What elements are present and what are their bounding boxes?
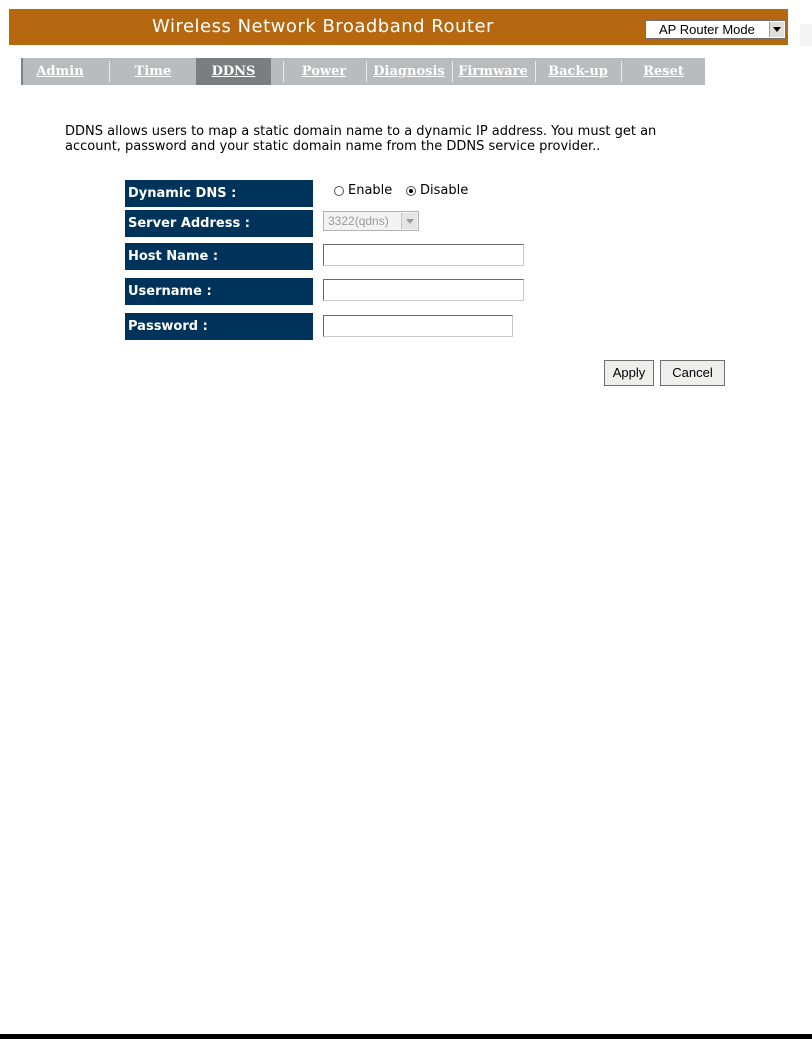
- tab-power[interactable]: Power: [301, 64, 347, 79]
- username-input[interactable]: [323, 279, 524, 301]
- tab-bar: [21, 58, 705, 85]
- description-line-1: DDNS allows users to map a static domain name to a dynamic IP address. You must get an: [65, 124, 657, 139]
- host-name-input[interactable]: [323, 244, 524, 266]
- tab-diagnosis[interactable]: Diagnosis: [373, 64, 445, 79]
- tab-time[interactable]: Time: [134, 64, 172, 79]
- dynamic-dns-label: Dynamic DNS :: [125, 180, 313, 207]
- header-bar: [9, 9, 788, 45]
- window-edge: [800, 24, 812, 46]
- mode-select-value: AP Router Mode: [659, 22, 755, 37]
- server-address-select[interactable]: [323, 211, 419, 231]
- username-label: Username :: [125, 278, 313, 305]
- disable-radio-label: Disable: [420, 183, 469, 198]
- enable-radio[interactable]: [334, 186, 344, 196]
- tab-ddns[interactable]: DDNS: [196, 58, 271, 85]
- mode-select[interactable]: [645, 20, 786, 39]
- tab-reset[interactable]: Reset: [643, 64, 684, 79]
- app-title: Wireless Network Broadband Router: [152, 16, 494, 37]
- server-address-value: 3322(qdns): [328, 214, 389, 228]
- apply-button[interactable]: Apply: [604, 360, 654, 386]
- tab-firmware[interactable]: Firmware: [458, 64, 528, 79]
- cancel-button[interactable]: Cancel: [660, 360, 725, 386]
- enable-radio-label: Enable: [348, 183, 393, 198]
- disable-radio[interactable]: [406, 186, 416, 196]
- description-line-2: account, password and your static domain name from the DDNS service provider..: [65, 139, 601, 154]
- tab-admin[interactable]: Admin: [36, 64, 84, 79]
- tab-backup[interactable]: Back-up: [548, 64, 608, 79]
- server-address-label: Server Address :: [125, 210, 313, 237]
- chevron-down-icon[interactable]: [401, 213, 417, 229]
- page-description: [65, 124, 745, 154]
- password-label: Password :: [125, 313, 313, 340]
- host-name-label: Host Name :: [125, 243, 313, 270]
- chevron-down-icon[interactable]: [769, 22, 784, 37]
- bottom-border: [0, 1034, 812, 1039]
- password-input[interactable]: [323, 315, 513, 337]
